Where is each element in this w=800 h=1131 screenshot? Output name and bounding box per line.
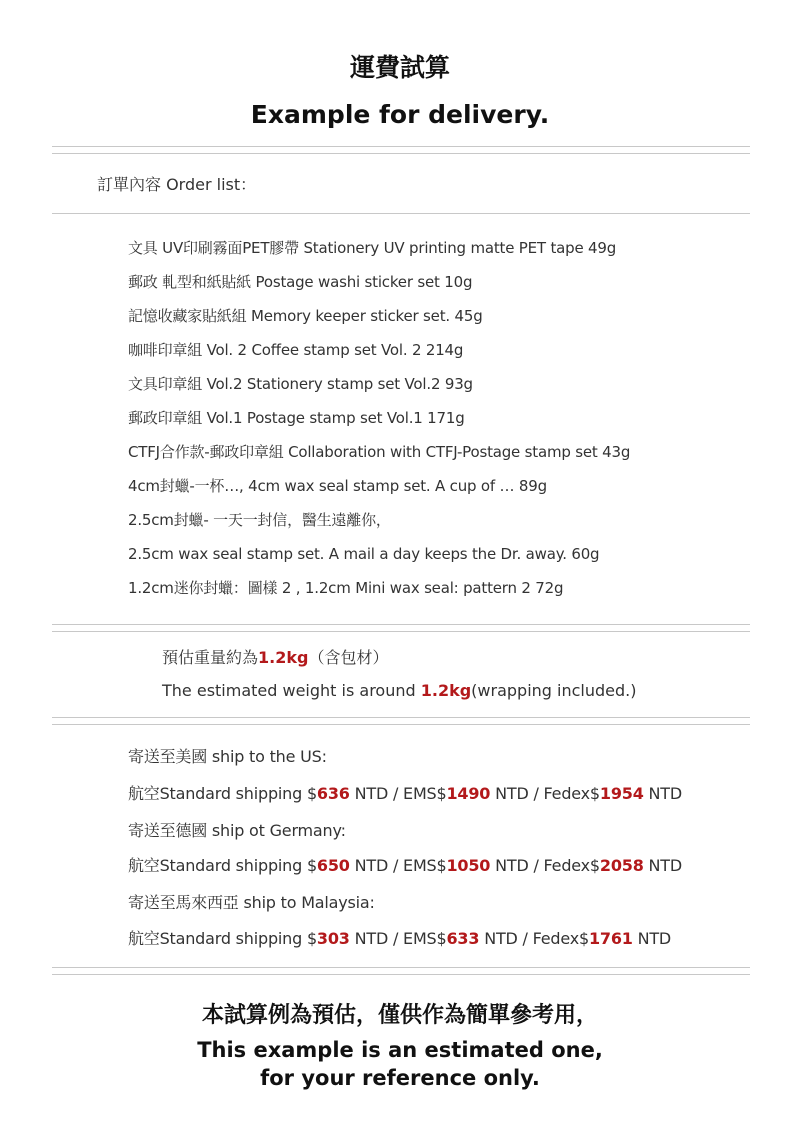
order-list-heading: 訂單內容 Order list： — [97, 175, 257, 194]
fedex-label: NTD / Fedex$ — [479, 929, 589, 948]
ems-label: NTD / EMS$ — [349, 856, 447, 875]
estimate-cn-prefix: 預估重量約為 — [162, 648, 259, 667]
fedex-price: 1954 — [599, 784, 644, 803]
divider — [52, 146, 750, 147]
order-item: 4cm封蠟-一杯…, 4cm wax seal stamp set. A cup of … 89g — [128, 477, 547, 495]
standard-price: 636 — [316, 784, 350, 803]
divider — [52, 631, 750, 632]
order-item: 2.5cm封蠟- 一天一封信，醫生遠離你， — [128, 511, 391, 529]
divider — [52, 624, 750, 625]
disclaimer-english — [0, 1036, 800, 1092]
currency-unit: NTD — [643, 784, 682, 803]
ems-label: NTD / EMS$ — [349, 784, 447, 803]
estimate-en-suffix: (wrapping included.) — [471, 681, 637, 700]
order-item: 1.2cm迷你封蠟：圖樣 2 , 1.2cm Mini wax seal: pattern 2 72g — [128, 579, 564, 597]
shipping-destination-us: 寄送至美國 ship to the US: — [128, 747, 327, 766]
order-item: 郵政 軋型和紙貼紙 Postage washi sticker set 10g — [128, 273, 473, 291]
ems-price: 633 — [446, 929, 480, 948]
estimated-weight-value: 1.2kg — [420, 681, 472, 700]
order-item: 文具印章組 Vol.2 Stationery stamp set Vol.2 93g — [128, 375, 473, 393]
fedex-label: NTD / Fedex$ — [490, 784, 600, 803]
standard-price: 650 — [316, 856, 350, 875]
ems-price: 1050 — [446, 856, 491, 875]
fedex-label: NTD / Fedex$ — [490, 856, 600, 875]
estimated-weight-value: 1.2kg — [258, 648, 309, 667]
order-item: CTFJ合作款-郵政印章組 Collaboration with CTFJ-Postage stamp set 43g — [128, 443, 631, 461]
shipping-rates-germany — [128, 853, 682, 876]
order-item: 2.5cm wax seal stamp set. A mail a day keeps the Dr. away. 60g — [128, 545, 600, 563]
standard-label: 航空Standard shipping $ — [128, 929, 317, 948]
disclaimer-chinese: 本試算例為預估，僅供作為簡單參考用， — [201, 1003, 598, 1028]
shipping-rates-us — [128, 781, 682, 804]
disclaimer-english-line-1: This example is an estimated one, — [197, 1038, 603, 1062]
shipping-rates-malaysia — [128, 926, 671, 949]
page-title-chinese: 運費試算 — [349, 53, 450, 82]
divider — [52, 967, 750, 968]
order-item-list — [128, 237, 630, 611]
page-title-english: Example for delivery. — [250, 100, 550, 129]
divider — [52, 153, 750, 154]
divider — [52, 717, 750, 718]
fedex-price: 1761 — [588, 929, 633, 948]
order-item: 咖啡印章組 Vol. 2 Coffee stamp set Vol. 2 214g — [128, 341, 464, 359]
order-item: 郵政印章組 Vol.1 Postage stamp set Vol.1 171g — [128, 409, 465, 427]
estimate-en-prefix: The estimated weight is around — [162, 681, 421, 700]
ems-price: 1490 — [446, 784, 491, 803]
shipping-destination-malaysia: 寄送至馬來西亞 ship to Malaysia: — [128, 893, 375, 912]
standard-label: 航空Standard shipping $ — [128, 784, 317, 803]
shipping-destination-germany: 寄送至德國 ship ot Germany: — [128, 821, 346, 840]
estimated-weight-cn — [162, 645, 388, 668]
standard-price: 303 — [316, 929, 350, 948]
divider — [52, 724, 750, 725]
ems-label: NTD / EMS$ — [349, 929, 447, 948]
divider — [52, 974, 750, 975]
fedex-price: 2058 — [599, 856, 644, 875]
estimate-cn-suffix: （含包材） — [308, 648, 389, 667]
currency-unit: NTD — [643, 856, 682, 875]
disclaimer-english-line-2: for your reference only. — [260, 1066, 540, 1090]
order-item: 記憶收藏家貼紙組 Memory keeper sticker set. 45g — [128, 307, 483, 325]
divider — [52, 213, 750, 214]
currency-unit: NTD — [632, 929, 672, 948]
order-item: 文具 UV印刷霧面PET膠帶 Stationery UV printing matte PET tape 49g — [128, 239, 617, 257]
estimated-weight-en — [162, 681, 636, 700]
standard-label: 航空Standard shipping $ — [128, 856, 317, 875]
